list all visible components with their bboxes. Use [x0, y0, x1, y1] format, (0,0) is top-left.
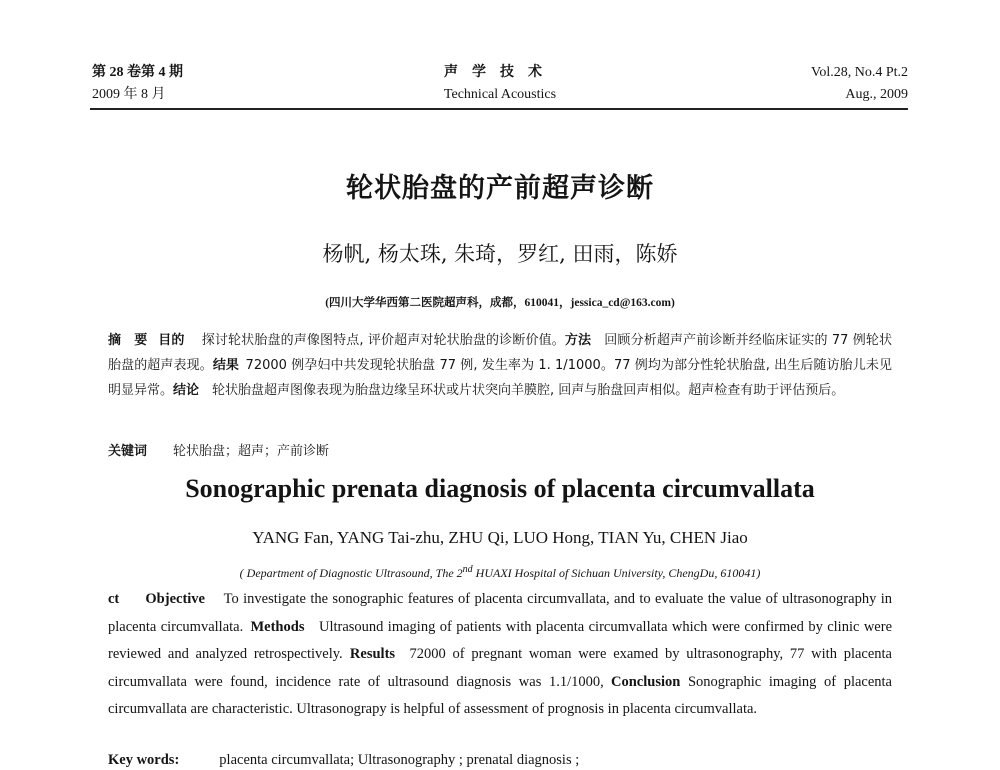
results-text-cn: 72000 例孕妇中共发现轮状胎盘 77 例, 发生率为 1. 1/1000。77 例均为部分性轮状胎盘, 出生后随访胎儿未见明显异常。 — [108, 358, 892, 398]
keywords-cn — [108, 441, 892, 463]
objective-label-en: Objective — [145, 591, 205, 607]
results-label-en: Results — [349, 646, 396, 662]
journal-volume-en — [811, 62, 908, 106]
issue-date-en: Aug., 2009 — [845, 87, 908, 102]
affiliation-en — [0, 564, 1000, 581]
methods-text-en: Ultrasound imaging of patients with placenta circumvallata which were confirmed by clinic were reviewed and analyzed retrospectively. — [108, 618, 893, 662]
keywords-label-cn: 关键词 — [108, 444, 148, 459]
affil-en-post: HUAXI Hospital of Sichuan University, ChengDu, 610041) — [472, 566, 761, 580]
volume-en: Vol.28, No.4 Pt.2 — [811, 65, 908, 80]
objective-text-en: To investigate the sonographic features of placenta circumvallata, and to evaluate the value of ultrasonography in placenta circumvallata. — [108, 591, 892, 635]
issue-date-cn: 2009 年 8 月 — [92, 87, 166, 102]
objective-label-cn: 目的 — [158, 333, 185, 348]
methods-text-cn: 回顾分析超声产前诊断并经临床证实的 77 例轮状胎盘的超声表现。 — [108, 333, 892, 373]
methods-label-en: Methods — [250, 618, 305, 635]
results-label-cn: 结果 — [212, 358, 240, 373]
title-en: Sonographic prenata diagnosis of placenta circumvallata — [185, 474, 815, 503]
title-cn: 轮状胎盘的产前超声诊断 — [346, 173, 654, 204]
keywords-text-cn: 轮状胎盘；超声；产前诊断 — [173, 444, 330, 459]
journal-issue — [92, 62, 183, 106]
affiliation-cn: (四川大学华西第二医院超声科，成都，610041，jessica_cd@163.com) — [325, 297, 675, 309]
issue-volume: 第 28 卷第 4 期 — [92, 65, 183, 80]
methods-label-cn: 方法 — [564, 333, 592, 348]
abstract-label-cn: 摘 要 — [108, 333, 148, 348]
authors-cn: 杨帆, 杨太珠, 朱琦，罗红, 田雨，陈娇 — [322, 242, 678, 266]
keywords-label-en: Key words: — [108, 752, 180, 768]
abstract-en — [108, 586, 892, 724]
keywords-text-en: placenta circumvallata; Ultrasonography ; prenatal diagnosis ; — [219, 752, 580, 768]
abstract-cn — [108, 328, 892, 403]
keywords-en — [108, 750, 892, 770]
affil-en-sup: nd — [462, 564, 473, 575]
conclusion-text-en: Sonographic imaging of placenta circumvallata are characteristic. Ultrasonograpy is helpful of assessment of prognosis in placenta circumvallata. — [108, 673, 892, 717]
journal-name-cn: 声学技术 — [444, 65, 556, 80]
header-rule — [90, 108, 908, 110]
abstract-label-en: ct — [108, 591, 120, 607]
journal-name-en: Technical Acoustics — [443, 87, 557, 102]
conclusion-text-cn: 轮状胎盘超声图像表现为胎盘边缘呈环状或片状突向羊膜腔, 回声与胎盘回声相似。超声检查有助于评估预后。 — [212, 383, 845, 398]
objective-text-cn: 探讨轮状胎盘的声像图特点, 评价超声对轮状胎盘的诊断价值。 — [201, 333, 565, 348]
conclusion-label-cn: 结论 — [173, 383, 200, 398]
results-text-en: 72000 of pregnant woman were examed by ultrasonography, 77 with placenta circumvallata were found, incidence rate of ultrasound diagnosis was 1.1/1000, — [108, 646, 892, 690]
journal-name — [380, 62, 620, 106]
affil-en-pre: ( Department of Diagnostic Ultrasound, The 2 — [239, 566, 463, 580]
conclusion-label-en: Conclusion — [611, 673, 681, 690]
authors-en: YANG Fan, YANG Tai-zhu, ZHU Qi, LUO Hong, TIAN Yu, CHEN Jiao — [252, 528, 748, 547]
